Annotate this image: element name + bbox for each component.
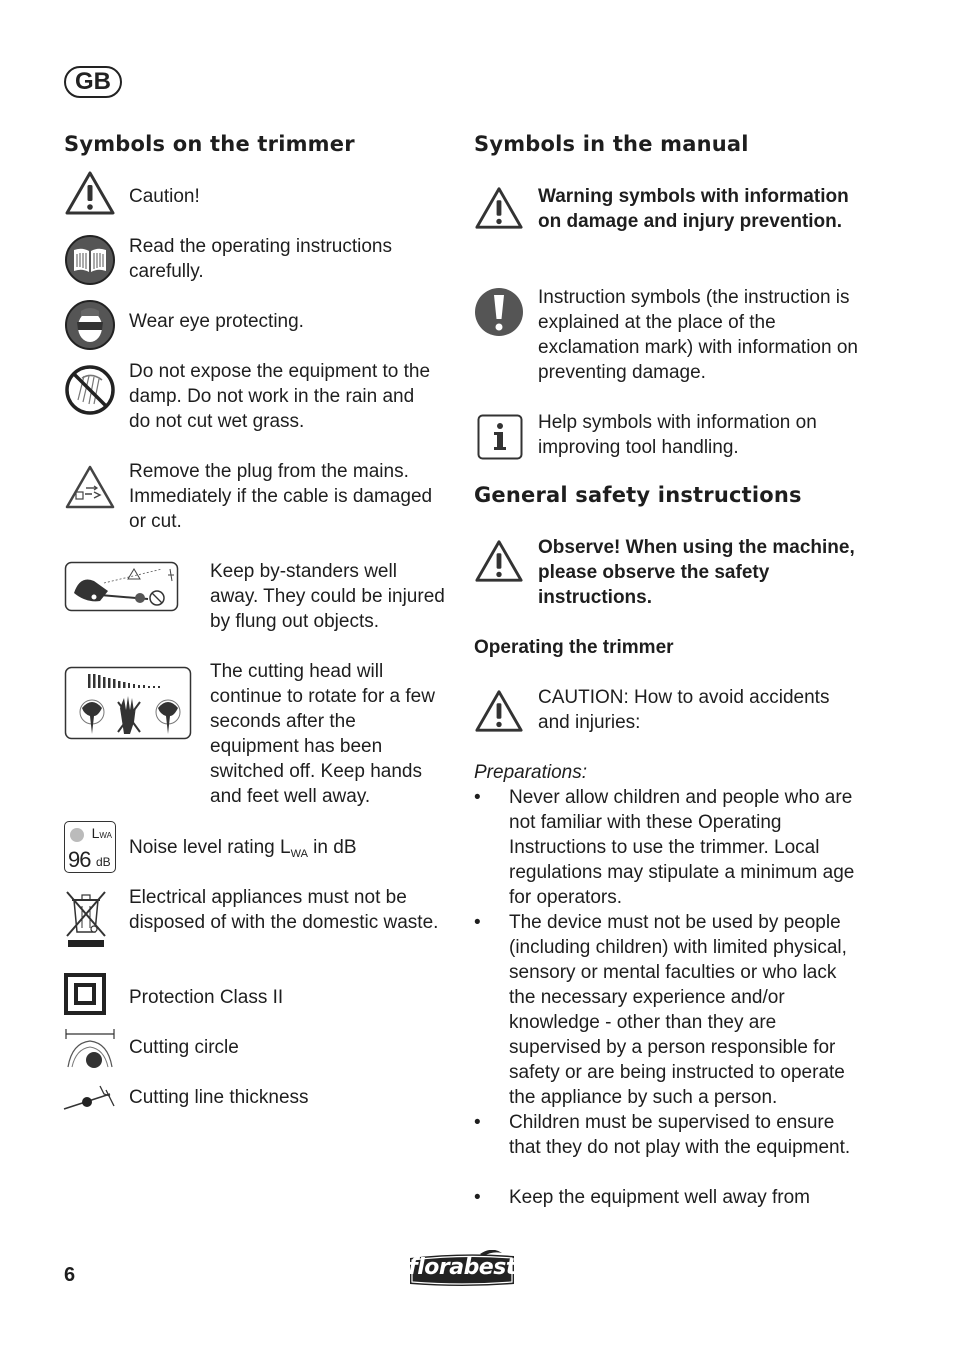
- symbol-bystanders-text: Keep by-standers well away. They could be injured by flung out objects.: [210, 561, 445, 632]
- page-number: 6: [64, 1264, 76, 1286]
- manual-help-text: Help symbols with information on improving tool handling.: [538, 412, 817, 458]
- no-rain-icon: [64, 364, 116, 416]
- symbol-weee-text: Electrical appliances must not be disposed of with the domestic waste.: [129, 887, 439, 933]
- operating-trimmer-subheading: Operating the trimmer: [474, 637, 674, 658]
- read-manual-icon: [64, 234, 116, 286]
- symbol-unplug-text: Remove the plug from the mains. Immediately if the cable is damaged or cut.: [129, 461, 433, 532]
- brand-logo-text: florabest: [408, 1255, 516, 1280]
- left-section-title: Symbols on the trimmer: [64, 132, 355, 156]
- symbol-cutting-head-text: The cutting head will continue to rotate for a few seconds after the equipment has been switched off. Keep hands and feet well away.: [210, 661, 435, 807]
- protection-class-icon: [64, 973, 106, 1015]
- manual-instruction-text: Instruction symbols (the instruction is explained at the place of the exclamation mark) with information on preventing damage.: [538, 287, 858, 383]
- bullet-marker: •: [474, 912, 481, 933]
- bullet-item: Never allow children and people who are not familiar with these Operating Instructions to use the trimmer. Local regulations may stipulate a minimum age for operators.: [509, 787, 855, 908]
- symbol-read-manual-text: Read the operating instructions carefully.: [129, 236, 392, 282]
- bystanders-icon: [64, 561, 179, 612]
- bullet-marker: •: [474, 1187, 481, 1208]
- info-icon: [477, 414, 523, 460]
- manual-symbols-title: Symbols in the manual: [474, 132, 749, 156]
- manual-warning-text: Warning symbols with information on damage and injury prevention.: [538, 186, 849, 232]
- symbol-caution-text: Caution!: [129, 186, 200, 207]
- symbol-protection-class-text: Protection Class II: [129, 987, 284, 1008]
- language-badge: GB: [64, 66, 122, 98]
- bullet-marker: •: [474, 787, 481, 808]
- line-thickness-icon: [62, 1082, 116, 1112]
- noise-level-icon: LWA 96 dB: [64, 821, 116, 873]
- symbol-cutting-circle-text: Cutting circle: [129, 1037, 239, 1058]
- warning-triangle-icon: [474, 538, 524, 584]
- warning-triangle-icon: [64, 170, 116, 216]
- unplug-mains-icon: [64, 464, 116, 510]
- symbol-no-rain-text: Do not expose the equipment to the damp. Do not work in the rain and do not cut wet grass.: [129, 361, 431, 432]
- symbol-eye-protection-text: Wear eye protecting.: [129, 311, 304, 332]
- caution-accidents-text: CAUTION: How to avoid accidents and injuries:: [538, 687, 830, 733]
- preparations-label: Preparations:: [474, 762, 588, 783]
- bullet-item: The device must not be used by people (including children) with limited physical, sensory or mental faculties or who lack the necessary experience and/or knowledge - other than they are supervised by a person responsible for safety or are being instructed to operate the appliance by such a person.: [509, 912, 847, 1108]
- bullet-marker: •: [474, 1112, 481, 1133]
- bullet-item: Keep the equipment well away from: [509, 1187, 810, 1208]
- safety-instructions-title: General safety instructions: [474, 483, 802, 507]
- observe-safety-text: Observe! When using the machine, please observe the safety instructions.: [538, 537, 855, 608]
- warning-triangle-icon: [474, 688, 524, 734]
- weee-bin-icon: [64, 888, 108, 950]
- bullet-item: Children must be supervised to ensure that they do not play with the equipment.: [509, 1112, 851, 1158]
- eye-protection-icon: [64, 299, 116, 351]
- sound-icon: [70, 828, 84, 842]
- warning-triangle-icon: [474, 185, 524, 231]
- symbol-line-thickness-text: Cutting line thickness: [129, 1087, 309, 1108]
- exclamation-icon: [474, 286, 524, 338]
- cutting-head-rotation-icon: [64, 666, 192, 740]
- cutting-circle-icon: [64, 1027, 116, 1069]
- symbol-noise-level-text: Noise level rating $L_{WA}$ in dB: [129, 837, 357, 860]
